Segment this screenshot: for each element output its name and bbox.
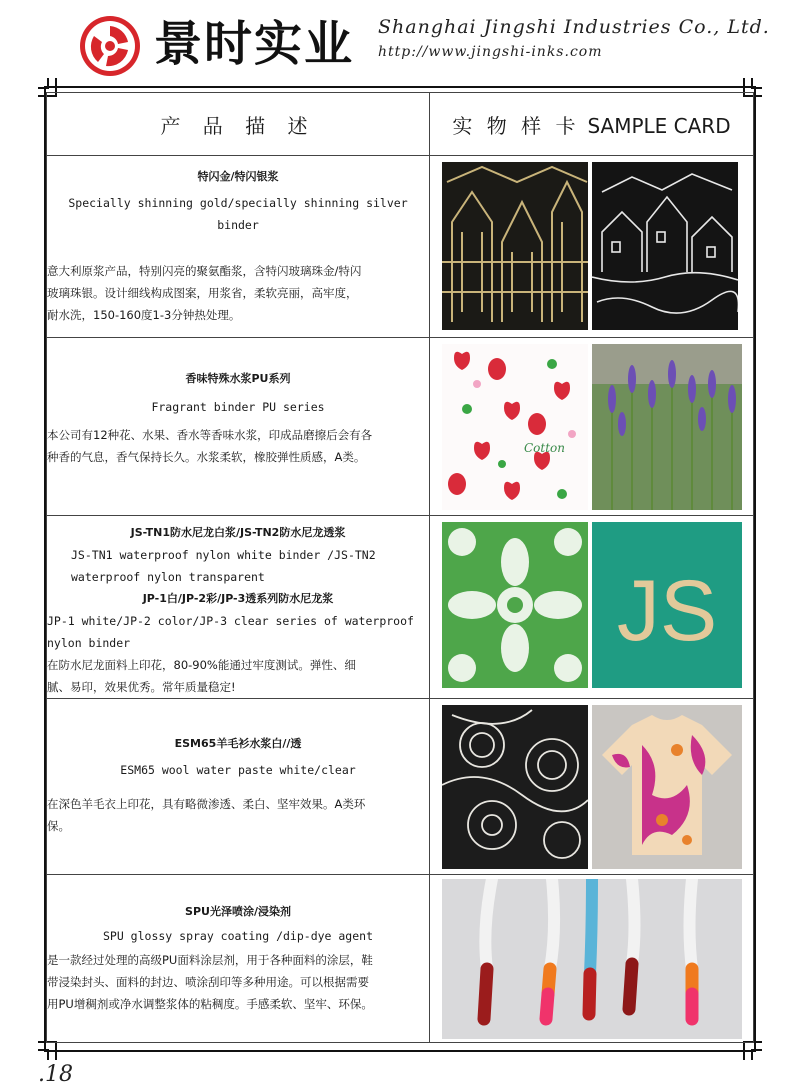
product-body-line: 用PU增稠剂或净水调整浆体的粘稠度。手感柔软、坚牢、环保。 — [47, 997, 373, 1011]
col-sample-en-label: SAMPLE CARD — [587, 113, 731, 138]
strawberry-print-sample-image — [442, 344, 588, 510]
product-row — [47, 875, 754, 1043]
column-header-sample — [430, 93, 754, 156]
product-title-en: Specially shinning gold/specially shinning silver binder — [68, 196, 408, 232]
company-logo-icon — [78, 14, 142, 78]
product-title-cn: SPU光泽喷涂/浸染剂 — [185, 905, 291, 918]
product-body-line: 保。 — [47, 819, 70, 833]
company-url[interactable]: http://www.jingshi-inks.com — [378, 44, 603, 60]
product-subtitle-en: JP-1 white/JP-2 color/JP-3 clear series of waterproof — [47, 614, 414, 628]
product-title-en: SPU glossy spray coating /dip-dye agent — [102, 929, 374, 943]
product-description — [47, 516, 430, 699]
product-title-en: Fragrant binder PU series — [151, 400, 325, 414]
page-number: .18 — [38, 1062, 73, 1087]
product-row — [47, 156, 754, 338]
silver-print-sample-image — [592, 162, 738, 330]
sample-card — [430, 338, 754, 516]
product-body-line: 本公司有12种花、水果、香水等香味水浆，印成品磨擦后会有各 — [47, 428, 373, 442]
product-title-en: ESM65 wool water paste white/clear — [120, 763, 356, 777]
product-body-line: 在防水尼龙面料上印花，80-90%能通过牢度测试。弹性、细 — [47, 658, 356, 672]
sample-card — [430, 156, 754, 338]
nylon-js-print-sample-image — [592, 522, 742, 688]
product-body-line: 意大利原浆产品，特别闪亮的聚氨酯浆，含特闪玻璃珠金/特闪 — [47, 264, 362, 278]
lavender-photo-image — [592, 344, 742, 510]
product-body-line: 种香的气息，香气保持长久。水浆柔软，橡胶弹性质感，A类。 — [47, 450, 366, 464]
sample-card — [430, 875, 754, 1043]
cord-tip-sample-image — [442, 879, 742, 1039]
brand-name-en: Shanghai Jingshi Industries Co., Ltd. — [378, 16, 770, 38]
product-body-line: 耐水洗，150-160度1-3分钟热处理。 — [47, 308, 241, 322]
column-header-description — [47, 93, 430, 156]
sample-script-text: Cotton — [524, 441, 566, 455]
col-desc-label: 产 品 描 述 — [160, 113, 316, 138]
product-description — [47, 338, 430, 516]
product-row — [47, 699, 754, 875]
sample-js-text: JS — [616, 563, 718, 659]
sample-card — [430, 699, 754, 875]
product-row — [47, 338, 754, 516]
nylon-white-print-sample-image — [442, 522, 588, 688]
brand-name-cn: 景时实业 — [154, 16, 355, 72]
product-title-cn: 香味特殊水浆PU系列 — [185, 372, 291, 385]
product-title-cn: 特闪金/特闪银浆 — [197, 170, 279, 183]
product-title-en: JS-TN1 waterproof nylon white binder /JS-TN2 — [71, 548, 376, 562]
product-body-line: 腻、易印，效果优秀。常年质量稳定! — [47, 680, 236, 694]
product-body-line: 是一款经过处理的高级PU面料涂层剂，用于各种面料的涂层，鞋 — [47, 953, 373, 967]
wool-print-sample-image — [442, 705, 588, 869]
product-title-cn: ESM65羊毛衫水浆白//透 — [174, 737, 302, 750]
product-table — [46, 92, 754, 1043]
product-subtitle-cn: JP-1白/JP-2彩/JP-3透系列防水尼龙浆 — [142, 592, 334, 605]
gold-print-sample-image — [442, 162, 588, 330]
col-sample-cn-label: 实 物 样 卡 — [452, 113, 580, 138]
sample-card — [430, 516, 754, 699]
product-row — [47, 516, 754, 699]
product-title-en: waterproof nylon transparent — [71, 570, 265, 584]
product-description — [47, 699, 430, 875]
product-description — [47, 875, 430, 1043]
product-title-cn: JS-TN1防水尼龙白浆/JS-TN2防水尼龙透浆 — [130, 526, 346, 539]
product-subtitle-en: nylon binder — [47, 636, 131, 650]
product-body-line: 玻璃珠银。设计细线构成图案，用浆省，柔软亮丽，高牢度， — [47, 286, 358, 300]
product-body-line: 带浸染封头、面料的封边、喷涂刮印等多种用途。可以根据需要 — [47, 975, 369, 989]
product-body-line: 在深色羊毛衣上印花，具有略微渗透、柔白、坚牢效果。A类环 — [47, 797, 366, 811]
shirt-photo-image — [592, 705, 742, 869]
product-description — [47, 156, 430, 338]
